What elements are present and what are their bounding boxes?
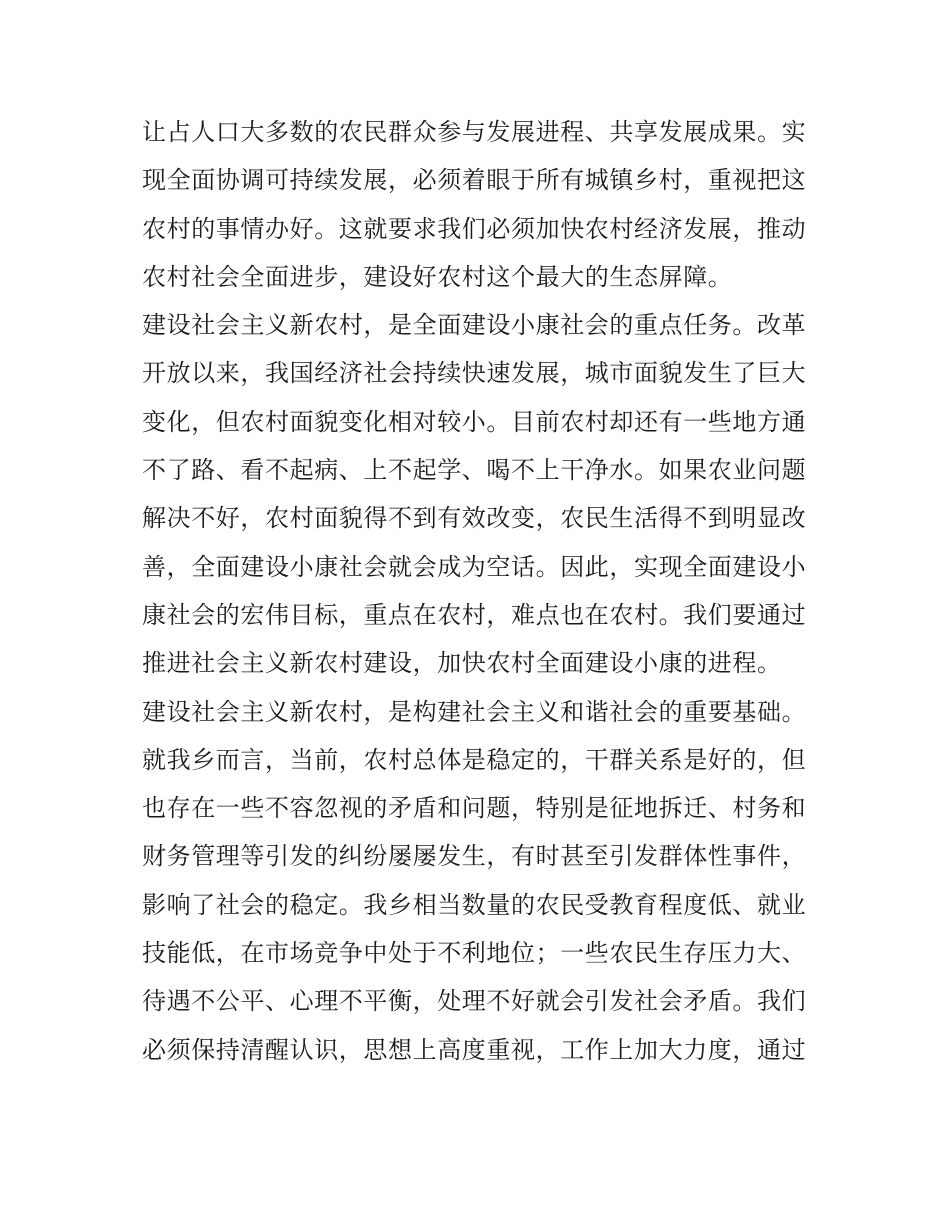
text-line: 现全面协调可持续发展，必须着眼于所有城镇乡村，重视把这 bbox=[142, 166, 807, 195]
text-line: 推进社会主义新农村建设，加快农村全面建设小康的进程。 bbox=[142, 649, 782, 678]
text-line: 技能低，在市场竞争中处于不利地位；一些农民生存压力大、 bbox=[142, 939, 807, 968]
text-line: 不了路、看不起病、上不起学、喝不上干净水。如果农业问题 bbox=[142, 456, 807, 485]
text-line: 农村的事情办好。这就要求我们必须加快农村经济发展，推动 bbox=[142, 214, 807, 243]
text-line: 必须保持清醒认识，思想上高度重视，工作上加大力度，通过 bbox=[142, 1035, 807, 1064]
text-line: 解决不好，农村面貌得不到有效改变，农民生活得不到明显改 bbox=[142, 504, 807, 533]
body-text bbox=[142, 108, 822, 1074]
text-line: 让占人口大多数的农民群众参与发展进程、共享发展成果。实 bbox=[142, 118, 807, 146]
text-line: 影响了社会的稳定。我乡相当数量的农民受教育程度低、就业 bbox=[142, 890, 807, 919]
text-line: 财务管理等引发的纠纷屡屡发生，有时甚至引发群体性事件， bbox=[142, 842, 807, 871]
text-line: 康社会的宏伟目标，重点在农村，难点也在农村。我们要通过 bbox=[142, 600, 807, 629]
text-line: 建设社会主义新农村，是全面建设小康社会的重点任务。改革 bbox=[142, 311, 807, 340]
text-line: 就我乡而言，当前，农村总体是稳定的，干群关系是好的，但 bbox=[142, 745, 807, 774]
text-line: 也存在一些不容忽视的矛盾和问题，特别是征地拆迁、村务和 bbox=[142, 794, 807, 823]
text-line: 开放以来，我国经济社会持续快速发展，城市面貌发生了巨大 bbox=[142, 359, 807, 388]
text-line: 善，全面建设小康社会就会成为空话。因此，实现全面建设小 bbox=[142, 552, 807, 581]
text-line: 建设社会主义新农村，是构建社会主义和谐社会的重要基础。 bbox=[142, 697, 807, 726]
text-line: 待遇不公平、心理不平衡，处理不好就会引发社会矛盾。我们 bbox=[142, 987, 807, 1016]
text-line: 农村社会全面进步，建设好农村这个最大的生态屏障。 bbox=[142, 262, 733, 291]
text-line: 变化，但农村面貌变化相对较小。目前农村却还有一些地方通 bbox=[142, 407, 807, 436]
